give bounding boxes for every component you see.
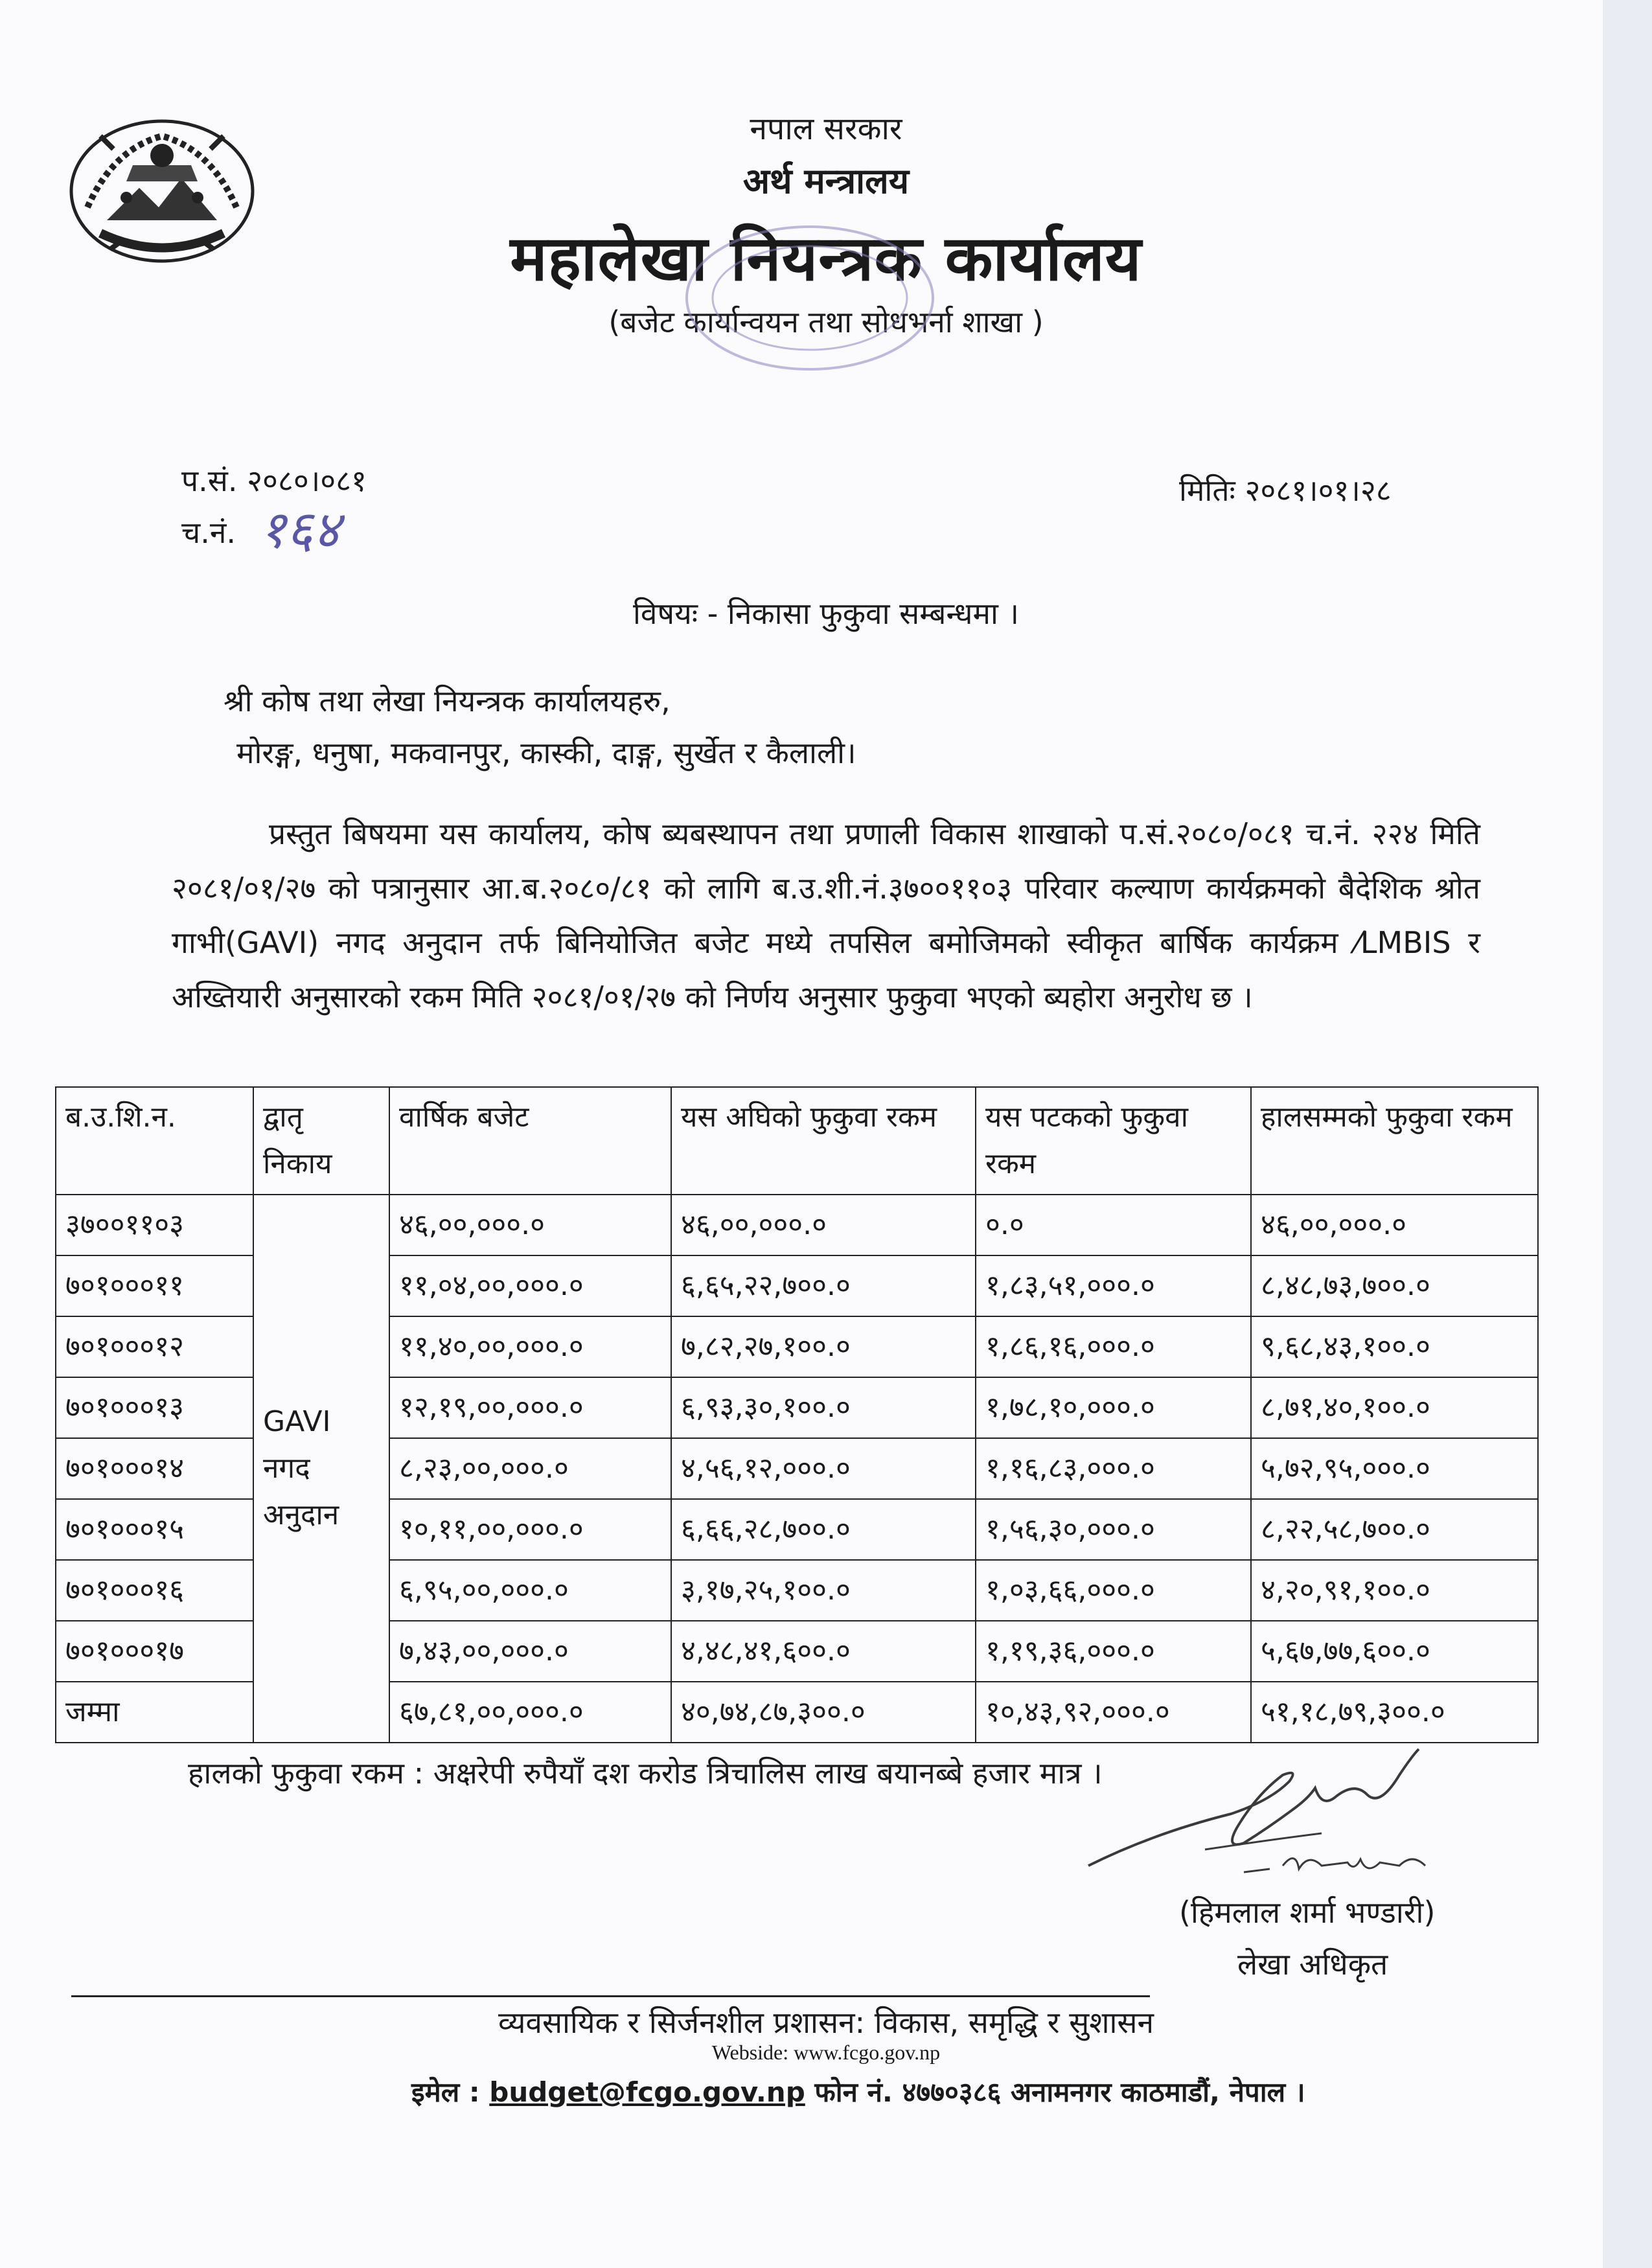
previous-release: ६,९३,३०,१००.० (671, 1377, 976, 1438)
col-header-previous-release: यस अघिको फुकुवा रकम (671, 1087, 976, 1195)
previous-release: ४,५६,१२,०००.० (671, 1438, 976, 1499)
budget-code: ३७००११०३ (56, 1195, 253, 1255)
signatory-name: (हिमलाल शर्मा भण्डारी) (1179, 1895, 1436, 1930)
total-release: ८,२२,५८,७००.० (1251, 1499, 1538, 1560)
annual-budget: ८,२३,००,०००.० (389, 1438, 671, 1499)
office-stamp-icon (674, 214, 946, 382)
budget-code: ७०१०००१५ (56, 1499, 253, 1560)
budget-code: ७०१०००१७ (56, 1621, 253, 1682)
recipient-line-2: मोरङ्ग, धनुषा, मकवानपुर, कास्की, दाङ्ग, सुर्खेत र कैलाली। (236, 735, 856, 770)
col-header-current-release: यस पटकको फुकुवा रकम (976, 1087, 1251, 1195)
total-release: ५,७२,९५,०००.० (1251, 1438, 1538, 1499)
office-title: महालेखा नियन्त्रक कार्यालय (510, 222, 1142, 295)
previous-release: ७,८२,२७,१००.० (671, 1316, 976, 1377)
annual-budget: १२,१९,००,०००.० (389, 1377, 671, 1438)
letter-body: प्रस्तुत बिषयमा यस कार्यालय, कोष ब्यबस्थापन तथा प्रणाली विकास शाखाको प.सं.२०८०/०८१ च.नं. २२४ मिति २०८१/०१/२७ को पत्रानुसार आ.ब.२०८०/८१ को लागि ब.उ.शी.नं.३७००११०३ परिवार कल्याण कार्यक्रमको बैदेशिक श्रोत गाभी(GAVI) नगद अनुदान तर्फ बिनियोजित बजेट मध्ये तपसिल बमोजिमको स्वीकृत बार्षिक कार्यक्रम ⁄LMBIS र अख्तियारी अनुसारको रकम मिति २०८१/०१/२७ को निर्णय अनुसार फुकुवा भएको ब्यहोरा अनुरोध छ । (172, 816, 1480, 1014)
footer-contact (411, 2073, 1305, 2110)
email-link[interactable]: budget@fcgo.gov.np (489, 2076, 805, 2108)
letter-date: मितिः २०८१।०१।२८ (1179, 473, 1392, 508)
ministry-heading: अर्थ मन्त्रालय (742, 161, 910, 201)
budget-code: ७०१०००१३ (56, 1377, 253, 1438)
table-header-row (56, 1087, 1538, 1195)
reference-number: प.सं. २०८०।०८१ (181, 463, 367, 498)
recipient-line-1: श्री कोष तथा लेखा नियन्त्रक कार्यालयहरु, (224, 683, 671, 718)
budget-code: ७०१०००११ (56, 1255, 253, 1316)
current-release: १,०३,६६,०००.० (976, 1560, 1251, 1621)
annual-budget: १०,११,००,०००.० (389, 1499, 671, 1560)
signatory-title: लेखा अधिकृत (1237, 1947, 1388, 1982)
total-current-release: १०,४३,९२,०००.० (976, 1682, 1251, 1743)
total-previous-release: ४०,७४,८७,३००.० (671, 1682, 976, 1743)
total-release: ४६,००,०००.० (1251, 1195, 1538, 1255)
annual-budget: ६,९५,००,०००.० (389, 1560, 671, 1621)
col-header-total-release: हालसम्मको फुकुवा रकम (1251, 1087, 1538, 1195)
footer-divider (71, 1995, 1150, 1997)
total-release: ४,२०,९१,१००.० (1251, 1560, 1538, 1621)
current-release: १,८३,५१,०००.० (976, 1255, 1251, 1316)
total-release: ५,६७,७७,६००.० (1251, 1621, 1538, 1682)
table-row (56, 1195, 1538, 1255)
dispatch-number-handwritten: १६४ (259, 499, 340, 560)
footer-website: Webside: www.fcgo.gov.np (711, 2041, 941, 2064)
col-header-donor: द्वातृ निकाय (253, 1087, 389, 1195)
branch-subtitle: (बजेट कार्यान्वयन तथा सोधभर्ना शाखा ) (608, 304, 1044, 339)
total-annual-budget: ६७,८१,००,०००.० (389, 1682, 671, 1743)
col-header-annual-budget: वार्षिक बजेट (389, 1087, 671, 1195)
col-header-budget-code: ब.उ.शि.न. (56, 1087, 253, 1195)
current-release: १,१९,३६,०००.० (976, 1621, 1251, 1682)
current-release: १,१६,८३,०००.० (976, 1438, 1251, 1499)
government-heading: नपाल सरकार (750, 111, 902, 147)
release-table (55, 1086, 1539, 1743)
budget-code: ७०१०००१६ (56, 1560, 253, 1621)
budget-code: ७०१०००१४ (56, 1438, 253, 1499)
budget-code: ७०१०००१२ (56, 1316, 253, 1377)
total-release: ८,७१,४०,१००.० (1251, 1377, 1538, 1438)
signature-icon (1075, 1736, 1477, 1918)
previous-release: ४६,००,०००.० (671, 1195, 976, 1255)
total-release: ८,४८,७३,७००.० (1251, 1255, 1538, 1316)
annual-budget: ७,४३,००,०००.० (389, 1621, 671, 1682)
current-release: १,७८,१०,०००.० (976, 1377, 1251, 1438)
annual-budget: ४६,००,०००.० (389, 1195, 671, 1255)
current-release: १,८६,१६,०००.० (976, 1316, 1251, 1377)
footer-motto: व्यवसायिक र सिर्जनशील प्रशासन: विकास, समृद्धि र सुशासन (498, 2005, 1154, 2040)
previous-release: ४,४८,४१,६००.० (671, 1621, 976, 1682)
total-release: ९,६८,४३,१००.० (1251, 1316, 1538, 1377)
email-label: इमेल : (411, 2076, 480, 2108)
previous-release: ६,६६,२८,७००.० (671, 1499, 976, 1560)
total-total-release: ५१,१८,७९,३००.० (1251, 1682, 1538, 1743)
dispatch-number-label: च.नं. (181, 515, 236, 550)
current-release: १,५६,३०,०००.० (976, 1499, 1251, 1560)
phone-address: फोन नं. ४७७०३८६ अनामनगर काठमाडौं, नेपाल । (814, 2076, 1305, 2108)
amount-in-words: हालको फुकुवा रकम : अक्षरेपी रुपैयाँ दश करोड त्रिचालिस लाख बयानब्बे हजार मात्र । (188, 1756, 1103, 1791)
previous-release: ३,१७,२५,१००.० (671, 1560, 976, 1621)
current-release: ०.० (976, 1195, 1251, 1255)
total-label: जम्मा (56, 1682, 253, 1743)
annual-budget: ११,०४,००,०००.० (389, 1255, 671, 1316)
previous-release: ६,६५,२२,७००.० (671, 1255, 976, 1316)
letter-subject: विषयः - निकासा फुकुवा सम्बन्धमा । (633, 596, 1019, 631)
donor-cell: GAVI नगद अनुदान (253, 1195, 389, 1743)
annual-budget: ११,४०,००,०००.० (389, 1316, 671, 1377)
